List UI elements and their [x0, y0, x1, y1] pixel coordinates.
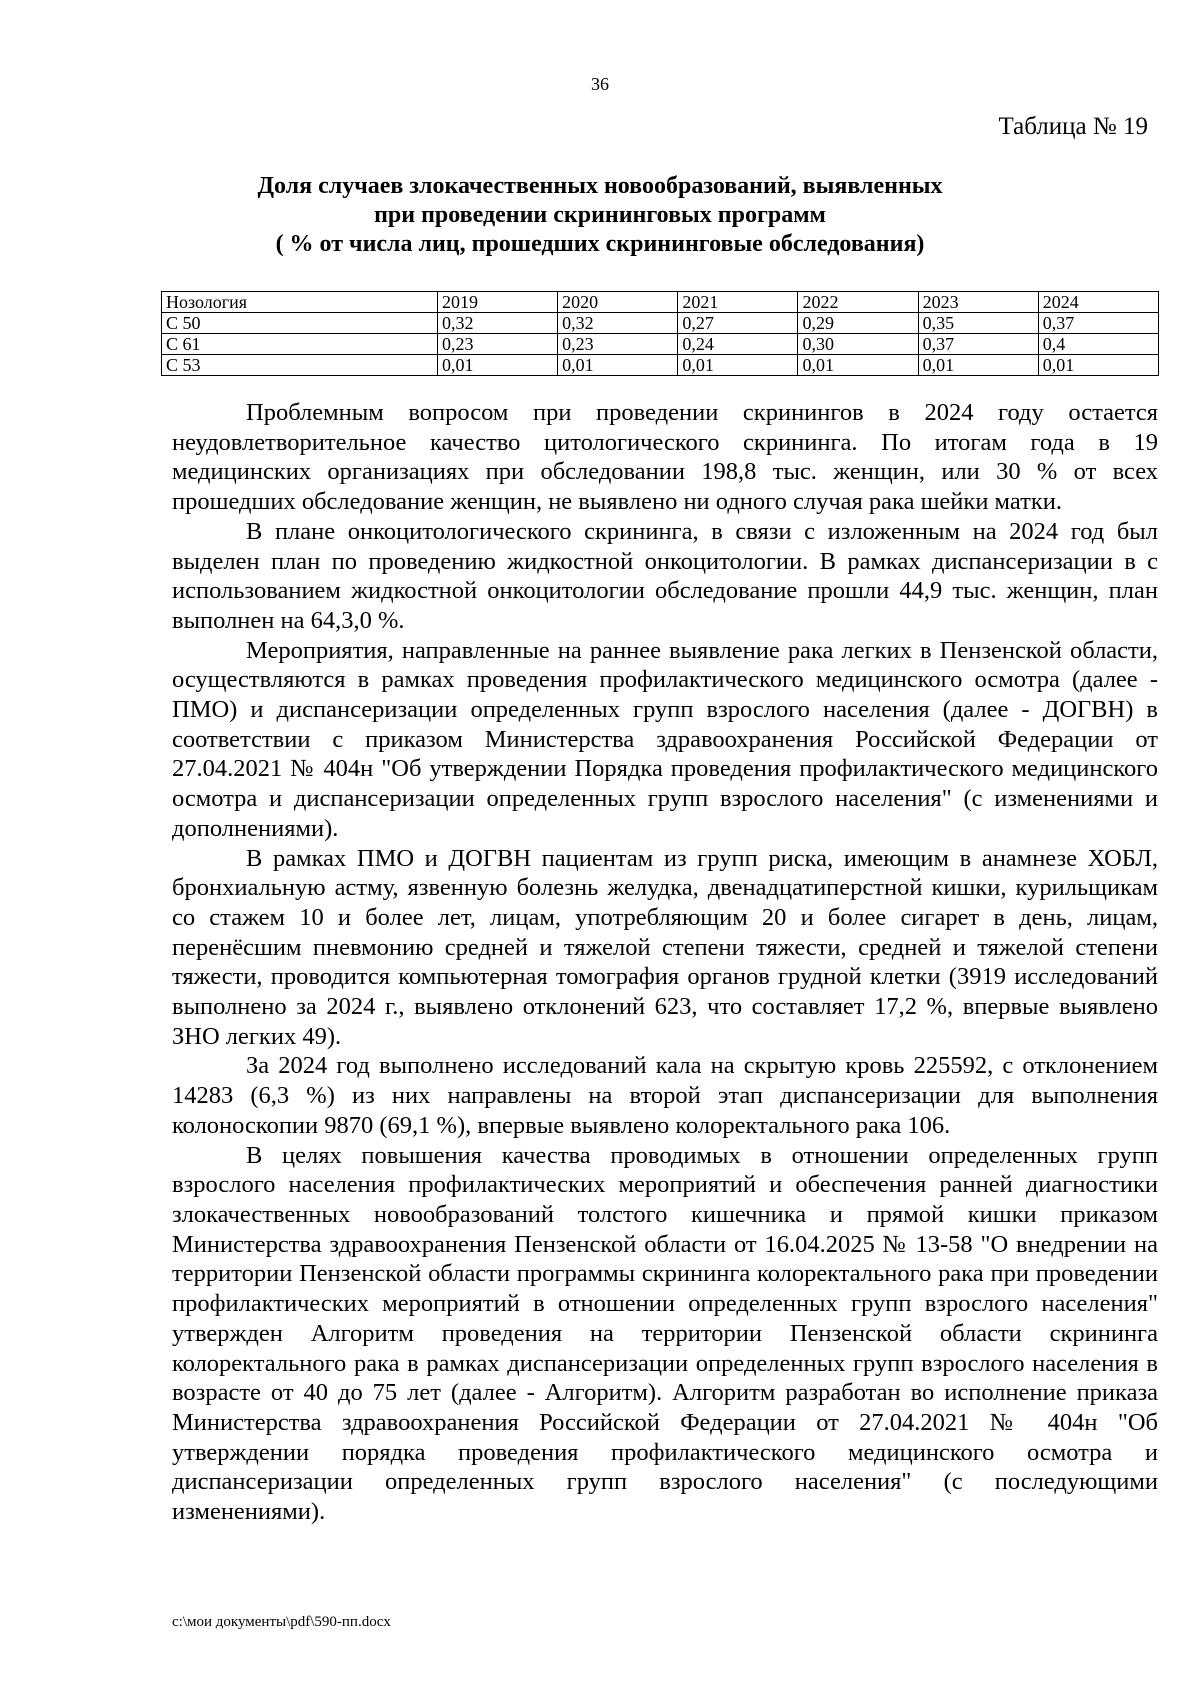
table-row — [162, 334, 1159, 355]
header-cell: 2019 — [438, 292, 558, 313]
table-cell: 0,01 — [918, 355, 1038, 376]
table-cell: 0,29 — [798, 313, 918, 334]
table-cell: 0,24 — [678, 334, 798, 355]
header-cell: 2024 — [1038, 292, 1158, 313]
table-label: Таблица № 19 — [998, 113, 1148, 140]
title-line: при проведении скрининговых программ — [374, 202, 826, 228]
paragraph: Проблемным вопросом при проведении скринингов в 2024 году остается неудовлетворительное качество цитологического скрининга. По итогам года в 19 медицинских организациях при обследовании 198,8 тыс. женщин, или 30 % от всех прошедших обследование женщин, не выявлено ни одного случая рака шейки матки. — [172, 399, 1158, 516]
header-cell: 2021 — [678, 292, 798, 313]
table-cell: 0,23 — [558, 334, 678, 355]
table-cell: 0,37 — [918, 334, 1038, 355]
table-cell: 0,4 — [1038, 334, 1158, 355]
paragraph: В целях повышения качества проводимых в отношении определенных групп взрослого населения профилактических мероприятий и обеспечения ранней диагностики злокачественных новообразований толстого кишечника и прямой кишки приказом Министерства здравоохранения Пензенской области от 16.04.2025 № 13-58 "О внедрении на территории Пензенской области программы скрининга колоректального рака при проведении профилактических мероприятий в отношении определенных групп взрослого населения" утвержден Алгоритм проведения на территории Пензенской области скрининга колоректального рака в рамках диспансеризации определенных групп взрослого населения в возрасте от 40 до 75 лет (далее - Алгоритм). Алгоритм разработан во исполнение приказа Министерства здравоохранения Российской Федерации от 27.04.2021 № 404н "Об утверждении порядка проведения профилактического медицинского осмотра и диспансеризации определенных групп взрослого населения" (с последующими изменениями). — [172, 1141, 1158, 1526]
table-title — [160, 172, 1040, 259]
body-text — [172, 398, 1158, 1527]
table-cell: 0,37 — [1038, 313, 1158, 334]
table-cell: С 50 — [162, 313, 438, 334]
table-cell: С 61 — [162, 334, 438, 355]
table-cell: 0,35 — [918, 313, 1038, 334]
table-cell: 0,32 — [558, 313, 678, 334]
footer-file-path: c:\мои документы\pdf\590-пп.docx — [172, 1614, 391, 1630]
header-cell: 2020 — [558, 292, 678, 313]
table-cell: 0,01 — [678, 355, 798, 376]
header-cell: 2022 — [798, 292, 918, 313]
paragraph: В рамках ПМО и ДОГВН пациентам из групп риска, имеющим в анамнезе ХОБЛ, бронхиальную астму, язвенную болезнь желудка, двенадцатиперстной кишки, курильщикам со стажем 10 и более лет, лицам, употребляющим 20 и более сигарет в день, лицам, перенёсшим пневмонию средней и тяжелой степени тяжести, средней и тяжелой степени тяжести, проводится компьютерная томография органов грудной клетки (3919 исследований выполнено за 2024 г., выявлено отклонений 623, что составляет 17,2 %, впервые выявлено ЗНО легких 49). — [172, 844, 1158, 1050]
paragraph: За 2024 год выполнено исследований кала на скрытую кровь 225592, с отклонением 14283 (6,3 %) из них направлены на второй этап диспансеризации для выполнения колоноскопии 9870 (69,1 %), впервые выявлено колоректального рака 106. — [172, 1052, 1158, 1139]
table-cell: 0,01 — [1038, 355, 1158, 376]
table-cell: 0,01 — [798, 355, 918, 376]
table-cell: 0,30 — [798, 334, 918, 355]
table-cell: 0,27 — [678, 313, 798, 334]
title-line: Доля случаев злокачественных новообразований, выявленных — [257, 173, 943, 199]
title-line: ( % от числа лиц, прошедших скрининговые обследования) — [275, 231, 925, 257]
table-row — [162, 313, 1159, 334]
header-cell: Нозология — [162, 292, 438, 313]
table-cell: 0,01 — [438, 355, 558, 376]
header-cell: 2023 — [918, 292, 1038, 313]
table-cell: С 53 — [162, 355, 438, 376]
table-cell: 0,01 — [558, 355, 678, 376]
table-header-row — [162, 292, 1159, 313]
paragraph: В плане онкоцитологического скрининга, в связи с изложенным на 2024 год был выделен план по проведению жидкостной онкоцитологии. В рамках диспансеризации в с использованием жидкостной онкоцитологии обследование прошли 44,9 тыс. женщин, план выполнен на 64,3,0 %. — [172, 517, 1158, 634]
screening-table — [161, 291, 1159, 376]
paragraph: Мероприятия, направленные на раннее выявление рака легких в Пензенской области, осуществляются в рамках проведения профилактического медицинского осмотра (далее - ПМО) и диспансеризации определенных групп взрослого населения (далее - ДОГВН) в соответствии с приказом Министерства здравоохранения Российской Федерации от 27.04.2021 № 404н "Об утверждении Порядка проведения профилактического медицинского осмотра и диспансеризации определенных групп взрослого населения" (с изменениями и дополнениями). — [172, 636, 1158, 842]
table-cell: 0,32 — [438, 313, 558, 334]
page-number: 36 — [591, 74, 609, 94]
table-row — [162, 355, 1159, 376]
table-cell: 0,23 — [438, 334, 558, 355]
